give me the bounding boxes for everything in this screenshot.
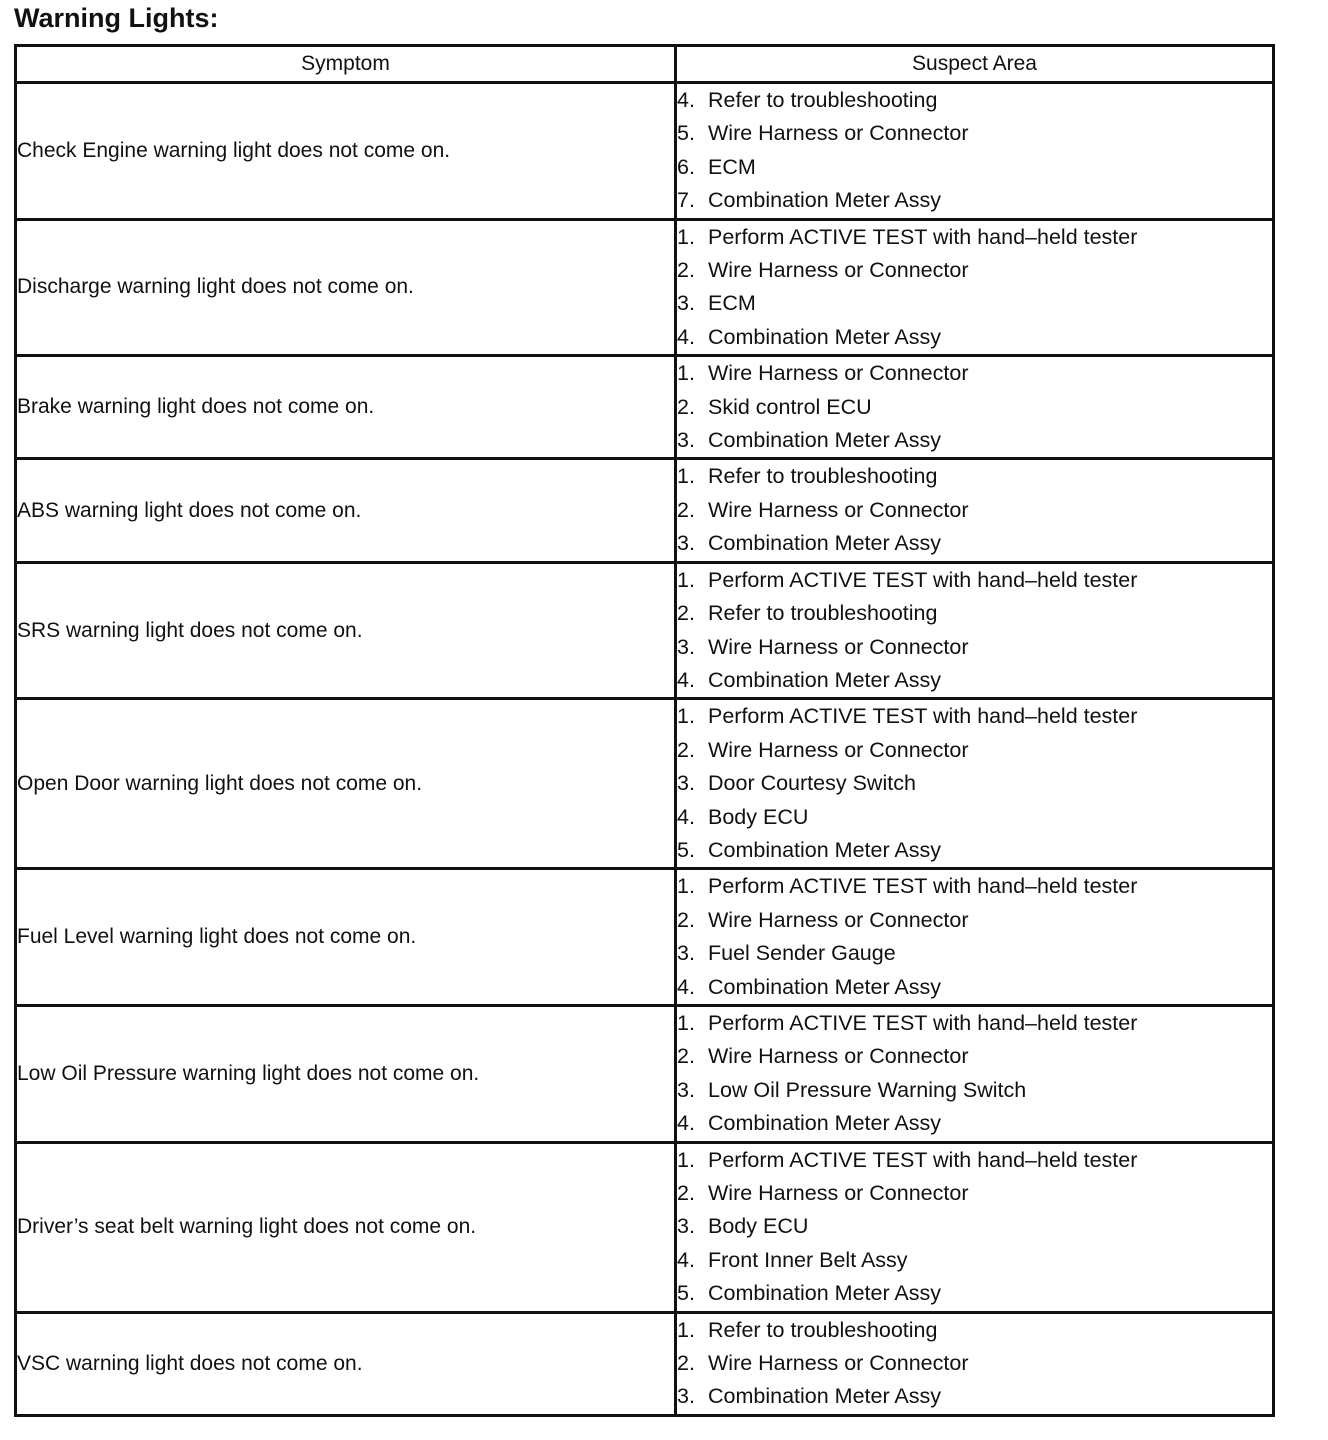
- suspect-area-item: [677, 834, 1272, 867]
- table-row: [16, 1142, 1274, 1312]
- item-number: 1.: [677, 224, 695, 249]
- table-row: [16, 219, 1274, 356]
- suspect-area-cell: [676, 1312, 1274, 1415]
- item-text: Refer to troubleshooting: [708, 601, 938, 626]
- suspect-area-item: [677, 84, 1272, 117]
- suspect-area-item: [677, 424, 1272, 457]
- item-number: 4.: [677, 324, 695, 349]
- suspect-area-item: [677, 321, 1272, 354]
- table-header-row: [16, 46, 1274, 83]
- item-number: 3.: [677, 771, 695, 796]
- item-text: Combination Meter Assy: [708, 1281, 942, 1306]
- item-text: Wire Harness or Connector: [708, 1351, 969, 1376]
- item-text: Combination Meter Assy: [708, 531, 942, 556]
- item-number: 6.: [677, 154, 695, 179]
- suspect-area-item: [677, 527, 1272, 560]
- item-text: Refer to troubleshooting: [708, 88, 938, 112]
- suspect-area-item: [677, 221, 1272, 254]
- table-row: [16, 83, 1274, 220]
- item-text: Wire Harness or Connector: [708, 737, 969, 762]
- item-number: 3.: [677, 634, 695, 659]
- suspect-area-item: [677, 767, 1272, 800]
- item-number: 7.: [677, 188, 695, 213]
- item-text: Wire Harness or Connector: [708, 121, 969, 146]
- item-number: 4.: [677, 88, 695, 112]
- suspect-area-item: [677, 1177, 1272, 1210]
- item-number: 1.: [677, 361, 695, 386]
- suspect-area-list: [677, 1144, 1272, 1311]
- item-text: Perform ACTIVE TEST with hand–held tester: [708, 567, 1138, 592]
- suspect-area-list: [677, 221, 1272, 355]
- item-text: Combination Meter Assy: [708, 324, 942, 349]
- suspect-area-item: [677, 1040, 1272, 1073]
- suspect-area-list: [677, 357, 1272, 457]
- suspect-area-list: [677, 1314, 1272, 1414]
- item-text: ECM: [708, 154, 756, 179]
- item-text: Perform ACTIVE TEST with hand–held tester: [708, 704, 1138, 729]
- item-number: 4.: [677, 667, 695, 692]
- item-number: 4.: [677, 804, 695, 829]
- symptom-cell: Brake warning light does not come on.: [16, 356, 676, 459]
- suspect-area-list: [677, 1007, 1272, 1141]
- suspect-area-item: [677, 1007, 1272, 1040]
- suspect-area-item: [677, 597, 1272, 630]
- suspect-area-list: [677, 700, 1272, 867]
- suspect-area-item: [677, 631, 1272, 664]
- symptom-cell: Open Door warning light does not come on.: [16, 699, 676, 869]
- suspect-area-item: [677, 700, 1272, 733]
- item-text: Wire Harness or Connector: [708, 497, 969, 522]
- symptom-cell: SRS warning light does not come on.: [16, 562, 676, 699]
- table-row: [16, 1005, 1274, 1142]
- symptom-cell: VSC warning light does not come on.: [16, 1312, 676, 1415]
- table-row: [16, 1312, 1274, 1415]
- suspect-area-item: [677, 870, 1272, 903]
- suspect-area-item: [677, 801, 1272, 834]
- item-number: 4.: [677, 974, 695, 999]
- symptom-cell: Low Oil Pressure warning light does not come on.: [16, 1005, 676, 1142]
- suspect-area-item: [677, 734, 1272, 767]
- suspect-area-list: [677, 84, 1272, 218]
- symptom-cell: Check Engine warning light does not come on.: [16, 83, 676, 220]
- page-title: Warning Lights:: [14, 3, 219, 33]
- table-row: [16, 356, 1274, 459]
- item-text: Body ECU: [708, 804, 809, 829]
- suspect-area-cell: [676, 699, 1274, 869]
- item-number: 2.: [677, 1351, 695, 1376]
- symptom-cell: Driver’s seat belt warning light does not come on.: [16, 1142, 676, 1312]
- item-number: 3.: [677, 531, 695, 556]
- item-text: Perform ACTIVE TEST with hand–held tester: [708, 1147, 1138, 1172]
- suspect-area-list: [677, 564, 1272, 698]
- suspect-area-item: [677, 1244, 1272, 1277]
- item-text: Combination Meter Assy: [708, 428, 942, 453]
- item-number: 1.: [677, 1317, 695, 1342]
- item-text: Wire Harness or Connector: [708, 1181, 969, 1205]
- suspect-area-item: [677, 460, 1272, 493]
- item-number: 2.: [677, 601, 695, 626]
- item-number: 3.: [677, 1077, 695, 1102]
- table-row: [16, 869, 1274, 1006]
- item-text: Wire Harness or Connector: [708, 1044, 969, 1069]
- table-row: [16, 459, 1274, 562]
- item-text: Combination Meter Assy: [708, 667, 942, 692]
- item-number: 3.: [677, 1384, 695, 1409]
- item-number: 5.: [677, 121, 695, 146]
- item-number: 1.: [677, 704, 695, 729]
- item-text: Low Oil Pressure Warning Switch: [708, 1077, 1027, 1102]
- item-number: 5.: [677, 837, 695, 862]
- item-text: Combination Meter Assy: [708, 974, 942, 999]
- suspect-area-list: [677, 870, 1272, 1004]
- suspect-area-item: [677, 357, 1272, 390]
- symptom-cell: Discharge warning light does not come on.: [16, 219, 676, 356]
- suspect-area-cell: [676, 219, 1274, 356]
- suspect-area-item: [677, 287, 1272, 320]
- item-number: 2.: [677, 394, 695, 419]
- item-text: Door Courtesy Switch: [708, 771, 916, 796]
- item-text: Wire Harness or Connector: [708, 258, 969, 283]
- suspect-area-cell: [676, 83, 1274, 220]
- item-text: Body ECU: [708, 1214, 809, 1239]
- item-number: 3.: [677, 1214, 695, 1239]
- suspect-area-item: [677, 564, 1272, 597]
- symptom-column-header: Symptom: [16, 46, 676, 83]
- warning-lights-table: [14, 44, 1275, 1417]
- item-text: Skid control ECU: [708, 394, 872, 419]
- item-number: 1.: [677, 874, 695, 899]
- symptom-cell: Fuel Level warning light does not come on.: [16, 869, 676, 1006]
- suspect-area-item: [677, 151, 1272, 184]
- suspect-area-cell: [676, 459, 1274, 562]
- suspect-area-item: [677, 494, 1272, 527]
- suspect-area-item: [677, 184, 1272, 217]
- item-number: 3.: [677, 941, 695, 966]
- item-text: Fuel Sender Gauge: [708, 941, 896, 966]
- item-text: Combination Meter Assy: [708, 188, 942, 213]
- item-number: 2.: [677, 1181, 695, 1205]
- item-text: Refer to troubleshooting: [708, 1317, 938, 1342]
- suspect-area-item: [677, 1380, 1272, 1413]
- item-text: Wire Harness or Connector: [708, 361, 969, 386]
- table-row: [16, 562, 1274, 699]
- suspect-area-item: [677, 904, 1272, 937]
- item-number: 2.: [677, 258, 695, 283]
- suspect-area-item: [677, 1144, 1272, 1177]
- item-text: Combination Meter Assy: [708, 1384, 942, 1409]
- item-number: 4.: [677, 1247, 695, 1272]
- suspect-area-cell: [676, 356, 1274, 459]
- suspect-area-item: [677, 664, 1272, 697]
- item-number: 1.: [677, 1010, 695, 1035]
- suspect-area-item: [677, 1107, 1272, 1140]
- item-text: ECM: [708, 291, 756, 316]
- item-text: Perform ACTIVE TEST with hand–held tester: [708, 1010, 1138, 1035]
- suspect-area-item: [677, 937, 1272, 970]
- item-number: 3.: [677, 291, 695, 316]
- symptom-cell: ABS warning light does not come on.: [16, 459, 676, 562]
- item-number: 1.: [677, 1147, 695, 1172]
- item-text: Front Inner Belt Assy: [708, 1247, 908, 1272]
- item-text: Refer to troubleshooting: [708, 464, 938, 489]
- suspect-area-item: [677, 1074, 1272, 1107]
- suspect-area-item: [677, 1314, 1272, 1347]
- item-number: 2.: [677, 737, 695, 762]
- item-text: Wire Harness or Connector: [708, 634, 969, 659]
- suspect-area-cell: [676, 562, 1274, 699]
- item-number: 3.: [677, 428, 695, 453]
- item-number: 1.: [677, 567, 695, 592]
- suspect-area-item: [677, 1277, 1272, 1310]
- table-row: [16, 699, 1274, 869]
- suspect-area-column-header: Suspect Area: [676, 46, 1274, 83]
- table-body: [16, 83, 1274, 1416]
- suspect-area-item: [677, 254, 1272, 287]
- suspect-area-item: [677, 1210, 1272, 1243]
- suspect-area-cell: [676, 869, 1274, 1006]
- suspect-area-list: [677, 460, 1272, 560]
- suspect-area-item: [677, 971, 1272, 1004]
- item-text: Combination Meter Assy: [708, 1111, 942, 1136]
- item-number: 2.: [677, 907, 695, 932]
- item-number: 5.: [677, 1281, 695, 1306]
- item-text: Combination Meter Assy: [708, 837, 942, 862]
- item-number: 1.: [677, 464, 695, 489]
- suspect-area-item: [677, 117, 1272, 150]
- suspect-area-cell: [676, 1005, 1274, 1142]
- suspect-area-item: [677, 391, 1272, 424]
- item-text: Wire Harness or Connector: [708, 907, 969, 932]
- suspect-area-cell: [676, 1142, 1274, 1312]
- item-text: Perform ACTIVE TEST with hand–held tester: [708, 874, 1138, 899]
- item-number: 2.: [677, 497, 695, 522]
- item-number: 2.: [677, 1044, 695, 1069]
- suspect-area-item: [677, 1347, 1272, 1380]
- item-number: 4.: [677, 1111, 695, 1136]
- item-text: Perform ACTIVE TEST with hand–held tester: [708, 224, 1138, 249]
